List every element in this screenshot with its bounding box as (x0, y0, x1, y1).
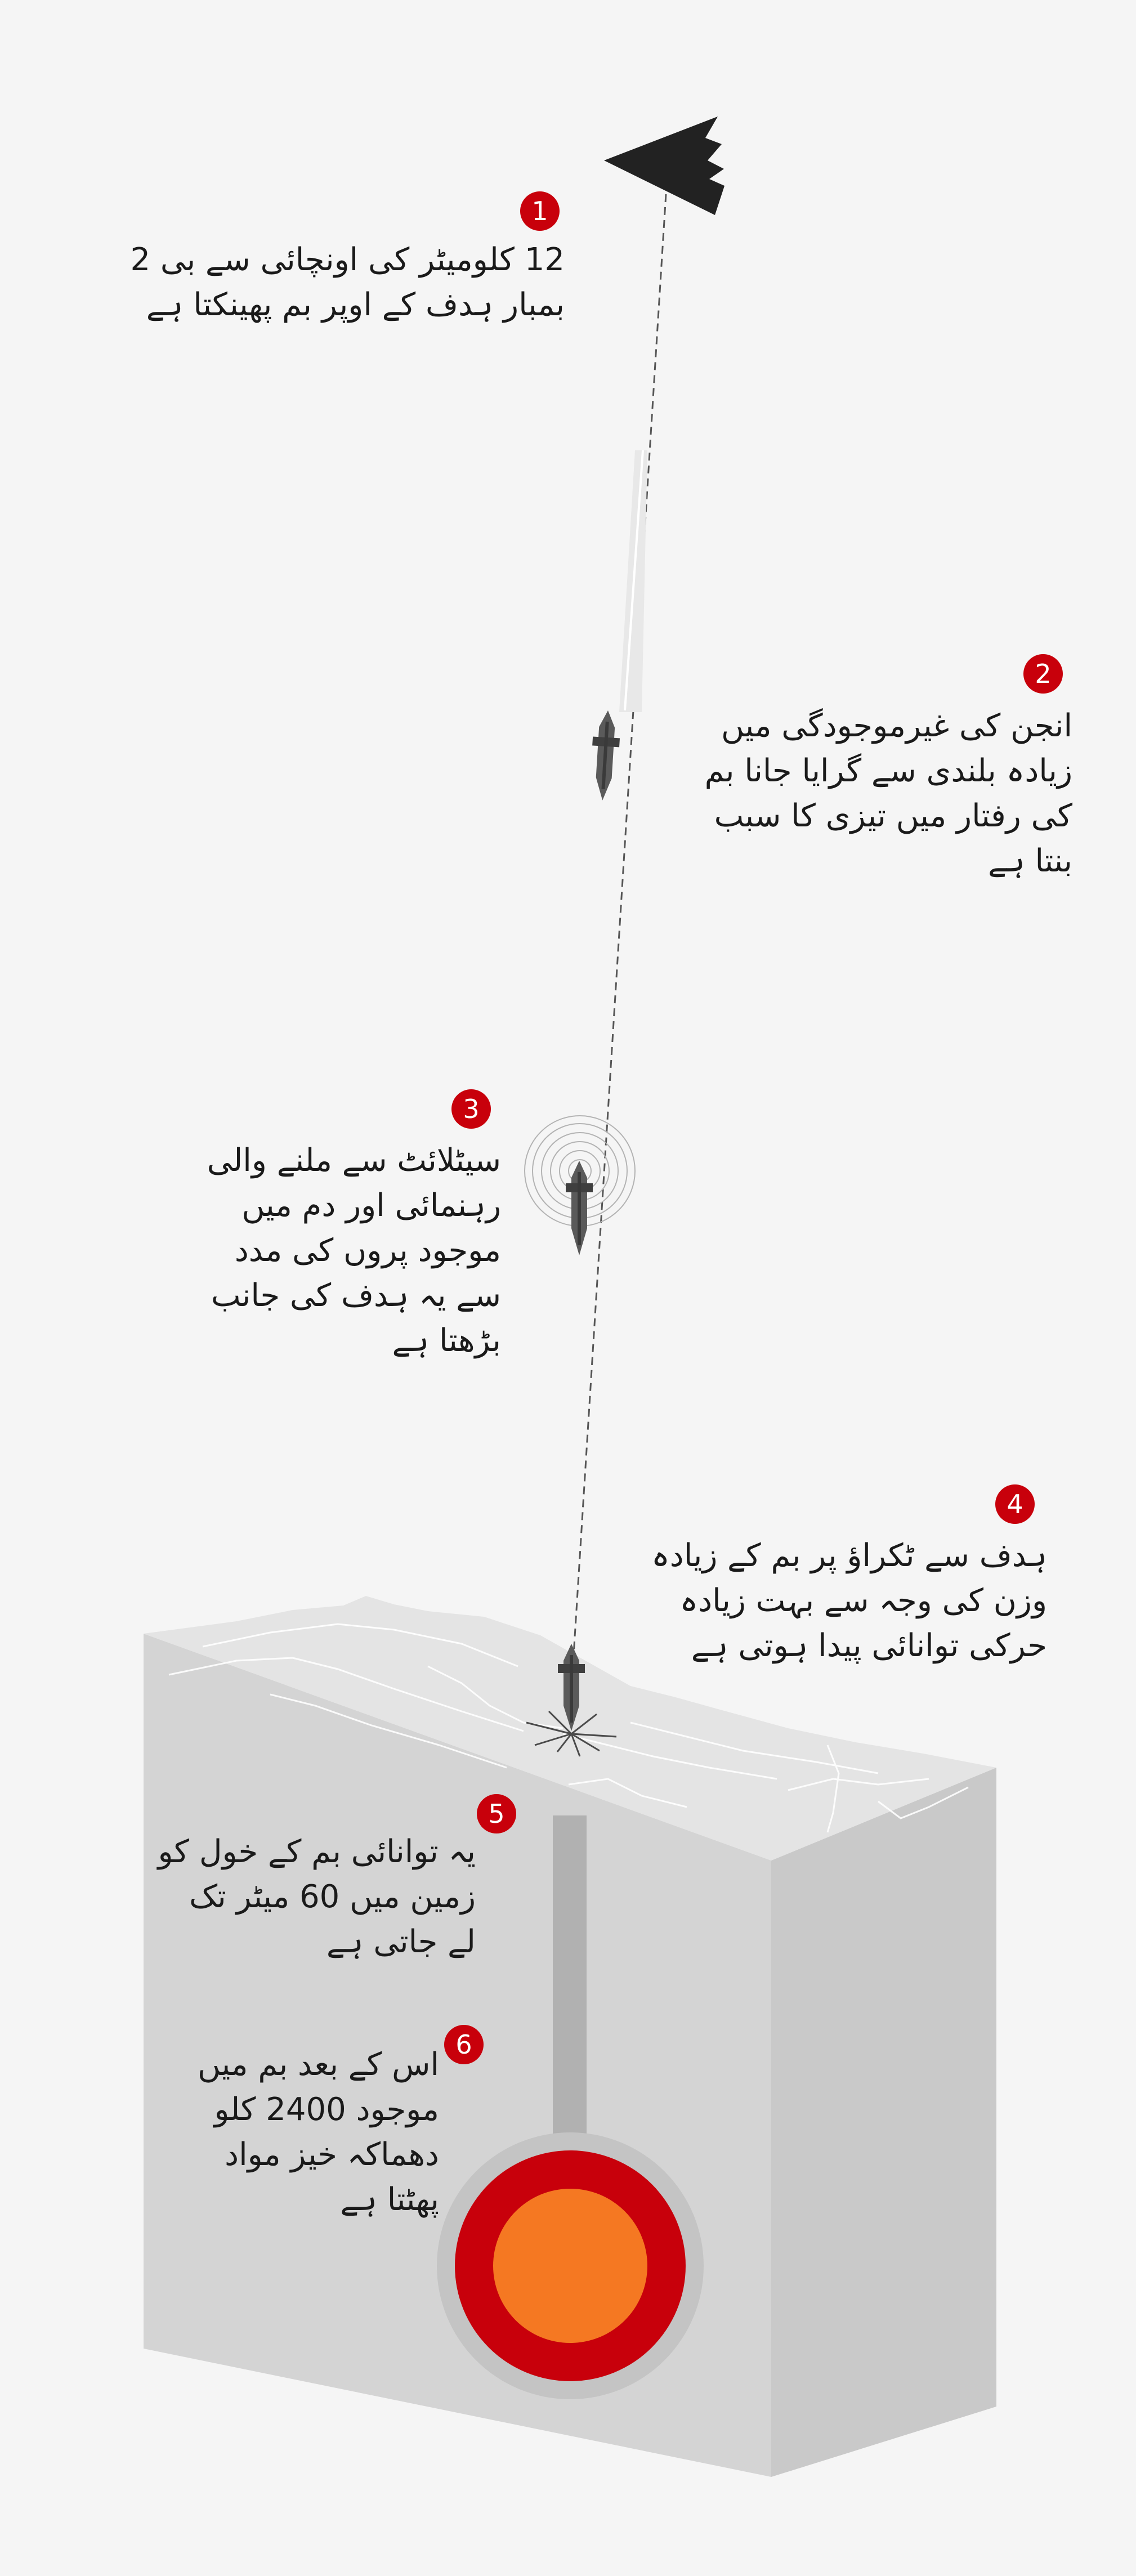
bomb-icon (589, 710, 621, 802)
step-1-marker: 1 (520, 191, 560, 231)
step-6-marker: 6 (444, 2025, 484, 2064)
step-2-line: زیادہ بلندی سے گرایا جانا بم (704, 753, 1072, 789)
step-4-line: ہدف سے ٹکراؤ پر بم کے زیادہ (651, 1537, 1047, 1574)
step-2-marker: 2 (1023, 654, 1063, 694)
step-5-text (113, 1830, 476, 1965)
step-5-line: لے جاتی ہے (326, 1924, 476, 1960)
step-6-line: دھماکہ خیز مواد (225, 2136, 439, 2173)
step-6-text (146, 2042, 439, 2222)
stealth-bomber-icon (604, 117, 724, 215)
step-2-line: بنتا ہے (988, 843, 1072, 879)
step-2-line: کی رفتار میں تیزی کا سبب (714, 798, 1072, 834)
step-4-line: حرکی توانائی پیدا ہوتی ہے (691, 1627, 1047, 1664)
ground-side-face (771, 1768, 996, 2477)
step-1-line: 12 کلومیٹر کی اونچائی سے بی 2 (130, 242, 565, 278)
step-6-line: اس کے بعد بم میں (198, 2046, 439, 2083)
trajectory-line (570, 194, 666, 1717)
step-1-line: بمبار ہدف کے اوپر بم پھینکتا ہے (146, 287, 565, 323)
step-4-line: وزن کی وجہ سے بہت زیادہ (679, 1582, 1047, 1619)
step-3-line: موجود پروں کی مدد (234, 1232, 501, 1269)
step-3-line: سے یہ ہدف کی جانب (211, 1277, 501, 1314)
explosion-icon (437, 2132, 704, 2399)
step-3-marker: 3 (451, 1089, 491, 1129)
step-3-line: بڑھتا ہے (392, 1322, 501, 1359)
step-4-marker: 4 (995, 1484, 1035, 1524)
step-1-text (84, 238, 565, 328)
penetration-shaft (553, 1815, 587, 2164)
step-6-line: موجود 2400 کلو (214, 2091, 439, 2128)
step-6-line: پھٹتا ہے (340, 2181, 439, 2218)
step-4-text (608, 1533, 1047, 1669)
step-5-marker: 5 (477, 1794, 516, 1833)
step-5-line: یہ توانائی بم کے خول کو (158, 1833, 476, 1870)
step-2-text (642, 704, 1072, 884)
step-5-line: زمین میں 60 میٹر تک (189, 1879, 476, 1915)
step-3-text (141, 1138, 501, 1363)
step-3-line: سیٹلائٹ سے ملنے والی (207, 1142, 501, 1179)
step-2-line: انجن کی غیرموجودگی میں (721, 708, 1072, 744)
step-3-line: رہنمائی اور دم میں (241, 1187, 501, 1224)
